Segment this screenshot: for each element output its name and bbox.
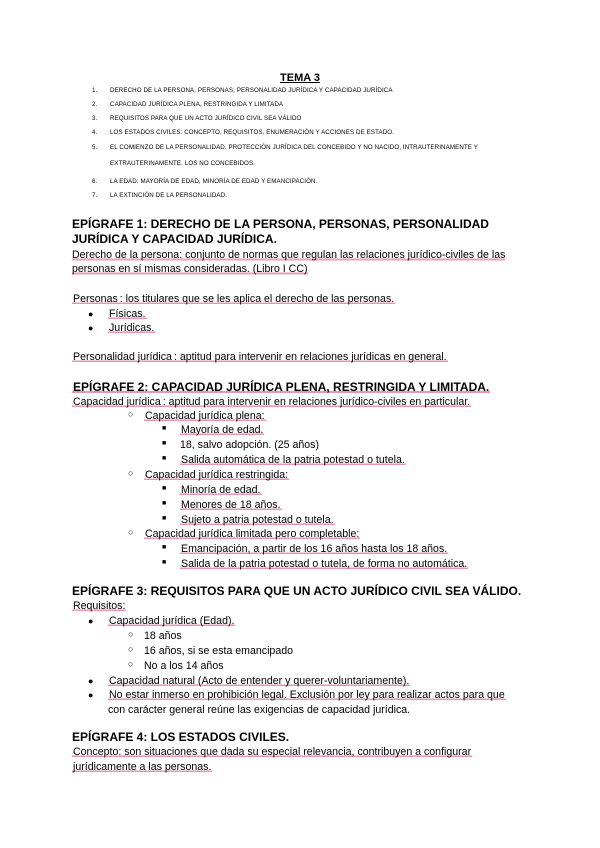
list-item [108,674,410,688]
toc-item [92,128,512,137]
square-bullet-icon: ■ [162,500,167,507]
list-item-text: Salida de la patria potestad o tutela, de forma no automática. [181,558,468,570]
paragraph [72,248,542,276]
circle-bullet-icon: ○ [128,527,134,537]
toc-number: 1. [92,87,98,94]
toc-text: CAPACIDAD JURÍDICA PLENA, RESTRINGIDA Y LIMITADA [110,101,284,108]
page-title: TEMA 3 [280,72,320,84]
list-item [108,321,155,335]
list-item: 16 años, si se esta emancipado [144,645,293,657]
list-item [180,423,264,437]
circle-bullet-icon: ○ [128,409,134,419]
toc-item [92,86,512,95]
table-of-contents [92,86,512,205]
toc-text: LA EDAD: MAYORÍA DE EDAD, MINORÍA DE EDAD Y EMANCIPACIÓN. [110,178,318,185]
toc-item [92,191,512,200]
list-item [108,307,147,321]
toc-text: LA EXTINCIÓN DE LA PERSONALIDAD. [110,192,228,199]
list-item [108,688,506,702]
definition-text: : aptitud para intervenir en relaciones jurídico-civiles en particular. [162,396,471,408]
toc-item [92,114,512,123]
square-bullet-icon: ■ [162,425,167,432]
definition-text: : aptitud para intervenir en relaciones jurídicas en general. [173,351,447,363]
list-item-text: Capacidad jurídica restringida: [145,469,289,481]
requisitos-label: Requisitos: [73,600,126,612]
definition-term: Personas [73,293,118,305]
paragraph [72,350,542,364]
bullet-dot-icon: ● [88,323,94,333]
list-item-text: Capacidad jurídica limitada pero completable: [145,528,360,540]
section-heading: EPÍGRAFE 1: DERECHO DE LA PERSONA, PERSONAS, PERSONALIDAD JURÍDICA Y CAPACIDAD JURÍDICA. [72,217,489,246]
toc-text: REQUISITOS PARA QUE UN ACTO JURÍDICO CIVIL SEA VÁLIDO [110,115,302,122]
section-heading: EPÍGRAFE 4: LOS ESTADOS CIVILES. [72,730,290,744]
toc-number: 4. [92,129,98,136]
definition-term: Derecho de la persona [72,249,180,261]
list-item [144,409,266,423]
list-item [180,483,262,497]
list-item-text: Jurídicas. [109,322,155,334]
list-item-text: No estar inmerso en prohibición legal. Exclusión por ley para realizar actos para que [109,689,505,701]
paragraph-text: Concepto: son situaciones que dada su especial relevancia, contribuyen a configurar [73,746,472,758]
toc-number: 3. [92,115,98,122]
paragraph [72,599,542,613]
list-item: 18 años [144,630,182,642]
toc-number: 7. [92,192,98,199]
list-item-text: Menores de 18 años. [181,499,281,511]
toc-number: 2. [92,101,98,108]
list-item-text: Emancipación, a partir de los 16 años hasta los 18 años. [181,543,448,555]
toc-number: 5. [92,144,98,151]
toc-text: DERECHO DE LA PERSONA, PERSONAS, PERSONALIDAD JURÍDICA Y CAPACIDAD JURÍDICA [110,87,393,94]
list-item [144,468,289,482]
circle-bullet-icon: ○ [128,629,134,639]
square-bullet-icon: ■ [162,440,167,447]
definition-term: Capacidad jurídica [73,396,161,408]
list-item-text: Capacidad jurídica (Edad). [109,615,235,627]
list-item-text: 18, salvo adopción. (25 años) [180,439,319,451]
paragraph [72,760,542,774]
circle-bullet-icon: ○ [128,659,134,669]
list-item [180,498,282,512]
toc-number: 6. [92,178,98,185]
toc-text: LOS ESTADOS CIVILES: CONCEPTO, REQUISITOS, ENUMERACIÓN Y ACCIONES DE ESTADO. [110,129,395,136]
definition-text: : los titulares que se les aplica el derecho de las personas. [119,293,395,305]
toc-item [92,177,512,186]
square-bullet-icon: ■ [162,485,167,492]
list-item-text: Sujeto a patria potestad o tutela. [181,514,334,526]
list-item [180,513,335,527]
list-item-text: Capacidad jurídica plena: [145,410,265,422]
toc-item [92,140,512,172]
section-heading-text: EPÍGRAFE 2: CAPACIDAD JURÍDICA PLENA, RESTRINGIDA Y LIMITADA. [73,380,490,394]
paragraph [72,292,542,306]
bullet-dot-icon: ● [88,616,94,626]
list-item: No a los 14 años [144,660,224,672]
list-item [180,557,468,571]
list-item-text: Físicas. [109,308,146,320]
toc-item [92,100,512,109]
definition-term: Personalidad jurídica [73,351,172,363]
circle-bullet-icon: ○ [128,468,134,478]
list-item [180,438,319,452]
bullet-dot-icon: ● [88,690,94,700]
square-bullet-icon: ■ [162,544,167,551]
list-item-text: Minoría de edad. [181,484,261,496]
square-bullet-icon: ■ [162,515,167,522]
list-item [108,614,235,628]
paragraph [72,395,542,409]
circle-bullet-icon: ○ [128,644,134,654]
list-item-text: Mayoría de edad. [181,424,264,436]
list-item-continuation: con carácter general reúne las exigencias de capacidad jurídica. [108,704,411,716]
list-item [144,527,360,541]
list-item-text: Capacidad natural (Acto de entender y querer-voluntariamente). [109,675,410,687]
bullet-dot-icon: ● [88,676,94,686]
section-heading [72,380,542,395]
square-bullet-icon: ■ [162,455,167,462]
paragraph [72,745,542,759]
toc-text: EL COMIENZO DE LA PERSONALIDAD. PROTECCIÓN JURÍDICA DEL CONCEBIDO Y NO NACIDO, INTRAUTERINAMENTE Y EXTRAUTERINAMENTE. LOS NO CONCEBIDOS. [110,144,478,167]
definition-text: : conjunto de normas que regulan las relaciones jurídico-civiles de las personas en sí mismas consideradas. (Libro I CC) [72,249,506,275]
list-item-text: Salida automática de la patria potestad o tutela. [181,454,405,466]
square-bullet-icon: ■ [162,559,167,566]
bullet-dot-icon: ● [88,309,94,319]
paragraph-text: jurídicamente a las personas. [73,761,212,773]
list-item [180,453,406,467]
list-item [180,542,448,556]
section-heading: EPÍGRAFE 3: REQUISITOS PARA QUE UN ACTO JURÍDICO CIVIL SEA VÁLIDO. [72,584,522,598]
